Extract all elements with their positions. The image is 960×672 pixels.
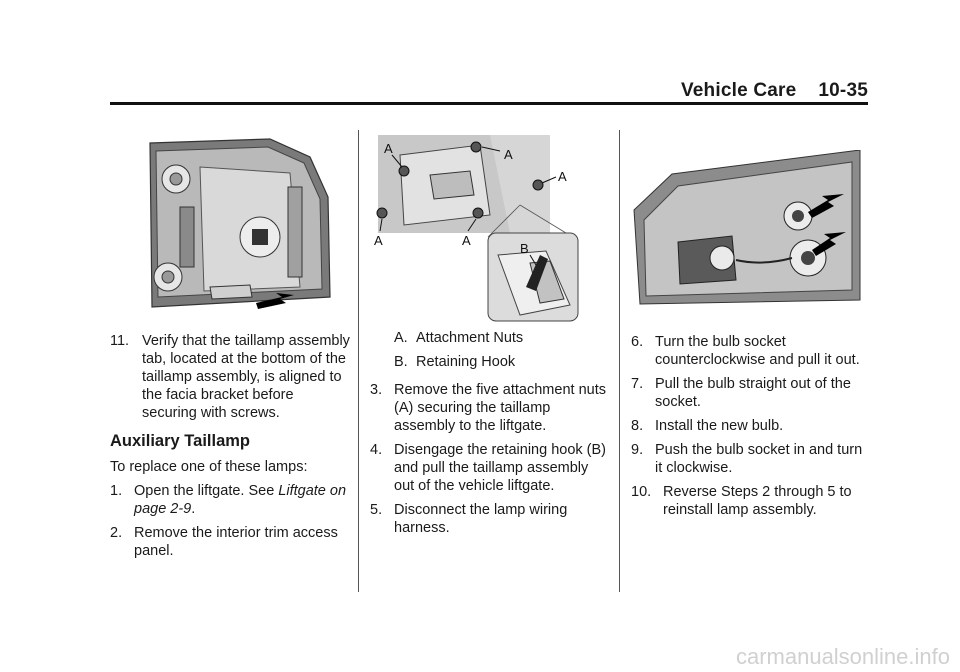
step-5 [370, 501, 610, 537]
legend-b [394, 353, 610, 371]
step-number: 3. [370, 382, 383, 398]
bulb-socket-figure [632, 150, 866, 308]
step-4 [370, 441, 610, 495]
step-number: 10. [631, 484, 652, 500]
step-7 [631, 375, 868, 411]
step-number: 4. [370, 442, 383, 458]
step-number: 5. [370, 502, 383, 518]
step-number: 9. [631, 442, 644, 458]
liftgate-reference-link[interactable]: Liftgate on page 2-9 [134, 483, 347, 517]
step-8 [631, 417, 868, 435]
step-number: 7. [631, 376, 644, 392]
header-rule [110, 102, 868, 105]
legend-key: B. [394, 354, 408, 370]
step-text-end: . [191, 501, 196, 517]
step-text: Disengage the retaining hook (B) and pull the taillamp assembly out of the vehicle liftgate. [394, 442, 606, 494]
step-number: 2. [110, 525, 123, 541]
step-1 [110, 482, 350, 518]
step-number: 8. [631, 418, 644, 434]
step-text: Install the new bulb. [655, 418, 784, 434]
step-number: 6. [631, 334, 644, 350]
attachment-nuts-figure [370, 135, 582, 323]
step-text: Turn the bulb socket counterclockwise and pull it out. [655, 334, 860, 368]
legend-a [394, 329, 610, 347]
step-text: Disconnect the lamp wiring harness. [394, 502, 568, 536]
right-column [631, 333, 868, 525]
step-text: Push the bulb socket in and turn it clockwise. [655, 442, 863, 476]
step-number: 11. [110, 333, 130, 349]
watermark: carmanualsonline.info [735, 644, 950, 669]
middle-column [370, 329, 610, 543]
column-divider-right [619, 130, 620, 592]
step-text: Reverse Steps 2 through 5 to reinstall lamp assembly. [663, 484, 852, 518]
legend-text: Attachment Nuts [416, 330, 524, 346]
step-10 [631, 483, 868, 519]
label-b: B [520, 241, 529, 256]
label-a-bottom-right: A [462, 233, 471, 248]
label-a-top-right: A [504, 147, 513, 162]
step-11 [110, 332, 350, 422]
step-number: 1. [110, 483, 123, 499]
taillamp-tab-figure [140, 137, 336, 312]
legend-text: Retaining Hook [416, 354, 516, 370]
label-a-bottom-left: A [374, 233, 383, 248]
section-heading: Auxiliary Taillamp [110, 432, 250, 450]
label-a-right: A [558, 169, 567, 184]
step-9 [631, 441, 868, 477]
step-text: Verify that the taillamp assembly tab, located at the bottom of the taillamp assembly, is aligned to the facia bracket before securing with screws. [142, 333, 350, 421]
intro-text: To replace one of these lamps: [110, 459, 308, 475]
step-3 [370, 381, 610, 435]
step-6 [631, 333, 868, 369]
page-number: 10-35 [818, 80, 868, 101]
step-2 [110, 524, 350, 560]
step-text: Remove the interior trim access panel. [134, 525, 338, 559]
step-text: Remove the five attachment nuts (A) securing the taillamp assembly to the liftgate. [394, 382, 606, 434]
section-title: Vehicle Care [680, 80, 797, 101]
legend-key: A. [394, 330, 408, 346]
left-column [110, 332, 350, 566]
step-text: Open the liftgate. See [134, 483, 279, 499]
label-a-top-left: A [384, 141, 393, 156]
step-text: Pull the bulb straight out of the socket. [655, 376, 851, 410]
column-divider-left [358, 130, 359, 592]
